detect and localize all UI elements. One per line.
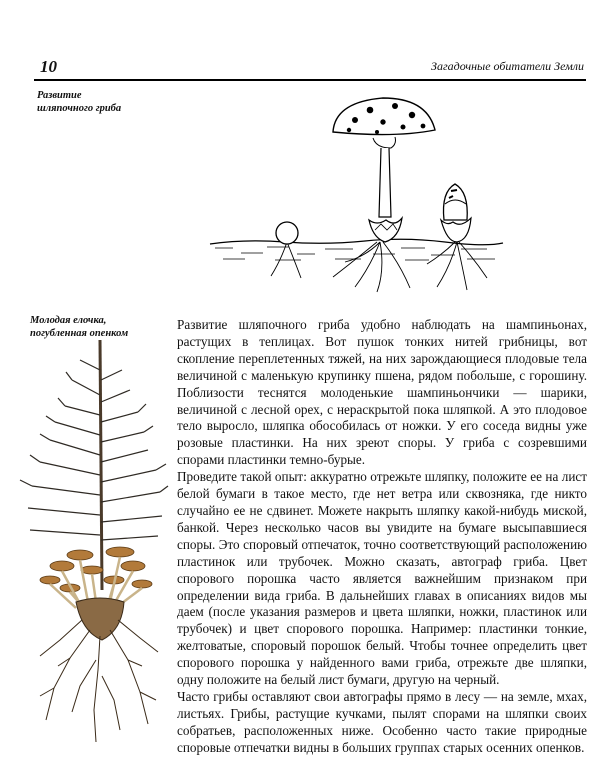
- figure-caption-spruce: [30, 314, 128, 340]
- figure-caption-mushroom-development: [37, 89, 121, 115]
- caption-line: Развитие: [37, 90, 82, 101]
- paragraph: Проведите такой опыт: аккуратно отрежьте шляпку, положите ее на лист белой бумаги в такое место, где нет ветра или сквозняка, где никто случайно ее не сдвинет. Можете накрыть шляпку какой-нибудь миской, банкой. Через несколько часов вы увидите на бумаге высыпавшиеся споры. Это споровый отпечаток, точно соответствующий расположению пластинок или трубочек. Можно сказать, автограф гриба. Цвет спорового порошка часто является важнейшим признаком при определении вида гриба. В дальнейших главах в описаниях видов мы даем (после указания размеров и цвета шляпки, ножки, пластинок или трубочек) и цвет спорового порошка. Например: пластинки тонкие, желтоватые, споровый порошок белый. Чтобы точнее определить цвет спорового порошка у найденного вами гриба, отрежьте две шляпки, одну положите на белый лист бумаги, другую на черный.: [177, 469, 587, 688]
- body-text: [177, 317, 587, 757]
- mushroom-development-icon: [205, 92, 505, 297]
- header-rule: [34, 79, 586, 81]
- paragraph: Часто грибы оставляют свои автографы прямо в лесу — на земле, мхах, листьях. Грибы, растущие кучками, пылят спорами на шляпки своих собратьев, расположенных ниже. Особенно часто такие природные споровые отпечатки видны в больших группах старых осенних опенков.: [177, 688, 587, 755]
- paragraph: Развитие шляпочного гриба удобно наблюдать на шампиньонах, растущих в теплицах. Вот пушок тонких нитей грибницы, вот скопление переплетенных тяжей, на них зарождающиеся плодовые тела величиной с маленькую крупинку пшена, рядом побольше, с горошину. Поблизости теснятся молоденькие шампиньончики — шарики, величиной с лесной орех, с нераскрытой пока шляпкой. А это плодовое тело выросло, шляпка обособилась от ножки. У его соседа видны уже розовые пластинки. На них зреют споры. У гриба с созревшими спорами пластинки темно-бурые.: [177, 317, 587, 468]
- caption-line: Молодая елочка,: [30, 315, 107, 326]
- caption-line: шляпочного гриба: [37, 103, 122, 114]
- caption-line: погубленная опенком: [30, 328, 129, 339]
- running-title: Загадочные обитатели Земли: [431, 59, 584, 73]
- spruce-honey-fungus-icon: [10, 340, 170, 745]
- page-number: 10: [40, 57, 57, 76]
